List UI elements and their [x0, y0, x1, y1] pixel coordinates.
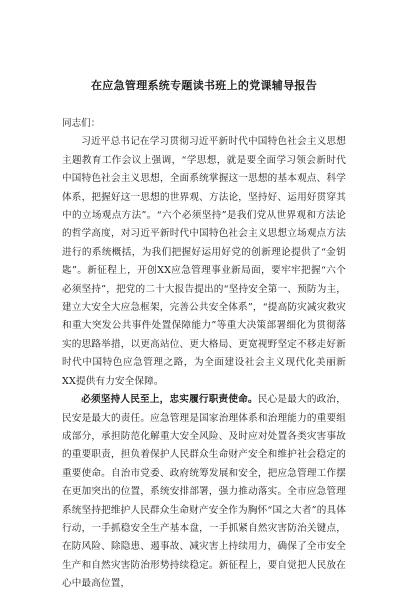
- paragraph-2-lead: 必须坚持人民至上，忠实履行职责使命。: [81, 394, 258, 406]
- salutation: 同志们：: [62, 118, 101, 129]
- paragraph-2: [62, 391, 346, 593]
- document-title: 在应急管理系统专题读书班上的党课辅导报告: [91, 79, 317, 92]
- paragraph-1: 习近平总书记在学习贯彻习近平新时代中国特色社会主义思想主题教育工作会议上强调，“学思想，就是要全面学习领会新时代中国特色社会主义思想，全面系统掌握这一思想的基本观点、科学体系，把握好这一思想的世界观、方法论，坚持好、运用好贯穿其中的立场观点方法”。“六个必须坚持”是我们党从世界观和方法论的哲学高度，对习近平新时代中国特色社会主义思想立场观点方法进行的系统概括，为我们把握好运用好党的创新理论提供了“金钥匙”。新征程上，开创XX应急管理事业新局面，要牢牢把握“六个必须坚持”，把党的二十大报告提出的“坚持安全第一、预防为主，建立大安全大应急框架，完善公共安全体系”，“提高防灾减灾救灾和重大突发公共事件处置保障能力”等重大决策部署细化为贯彻落实的思路举措，以更高站位、更大格局、更宽视野坚定不移走好新时代中国特色应急管理之路，为全面建设社会主义现代化美丽新XX提供有力安全保障。: [62, 136, 346, 387]
- paragraph-2-body: 民心是最大的政治，民安是最大的责任。应急管理是国家治理体系和治理能力的重要组成部分，承担防范化解重大安全风险、及时应对处置各类灾害事故的重要职责，担负着保护人民群众生命财产安全和维护社会稳定的重要使命。自治市党委、政府统筹发展和安全，把应急管理工作摆在更加突出的位置，系统安排部署，强力推动落实。全市应急管理系统坚持把维护人民群众生命财产安全作为胸怀“国之大者”的具体行动，一手抓稳安全生产基本盘，一手抓紧自然灾害防治关键点，在防风险、除隐患、遏事故、减灾害上持续用力，确保了全市安全生产和自然灾害防治形势持续稳定。新征程上，要自觉把人民放在心中最高位置，: [62, 394, 346, 590]
